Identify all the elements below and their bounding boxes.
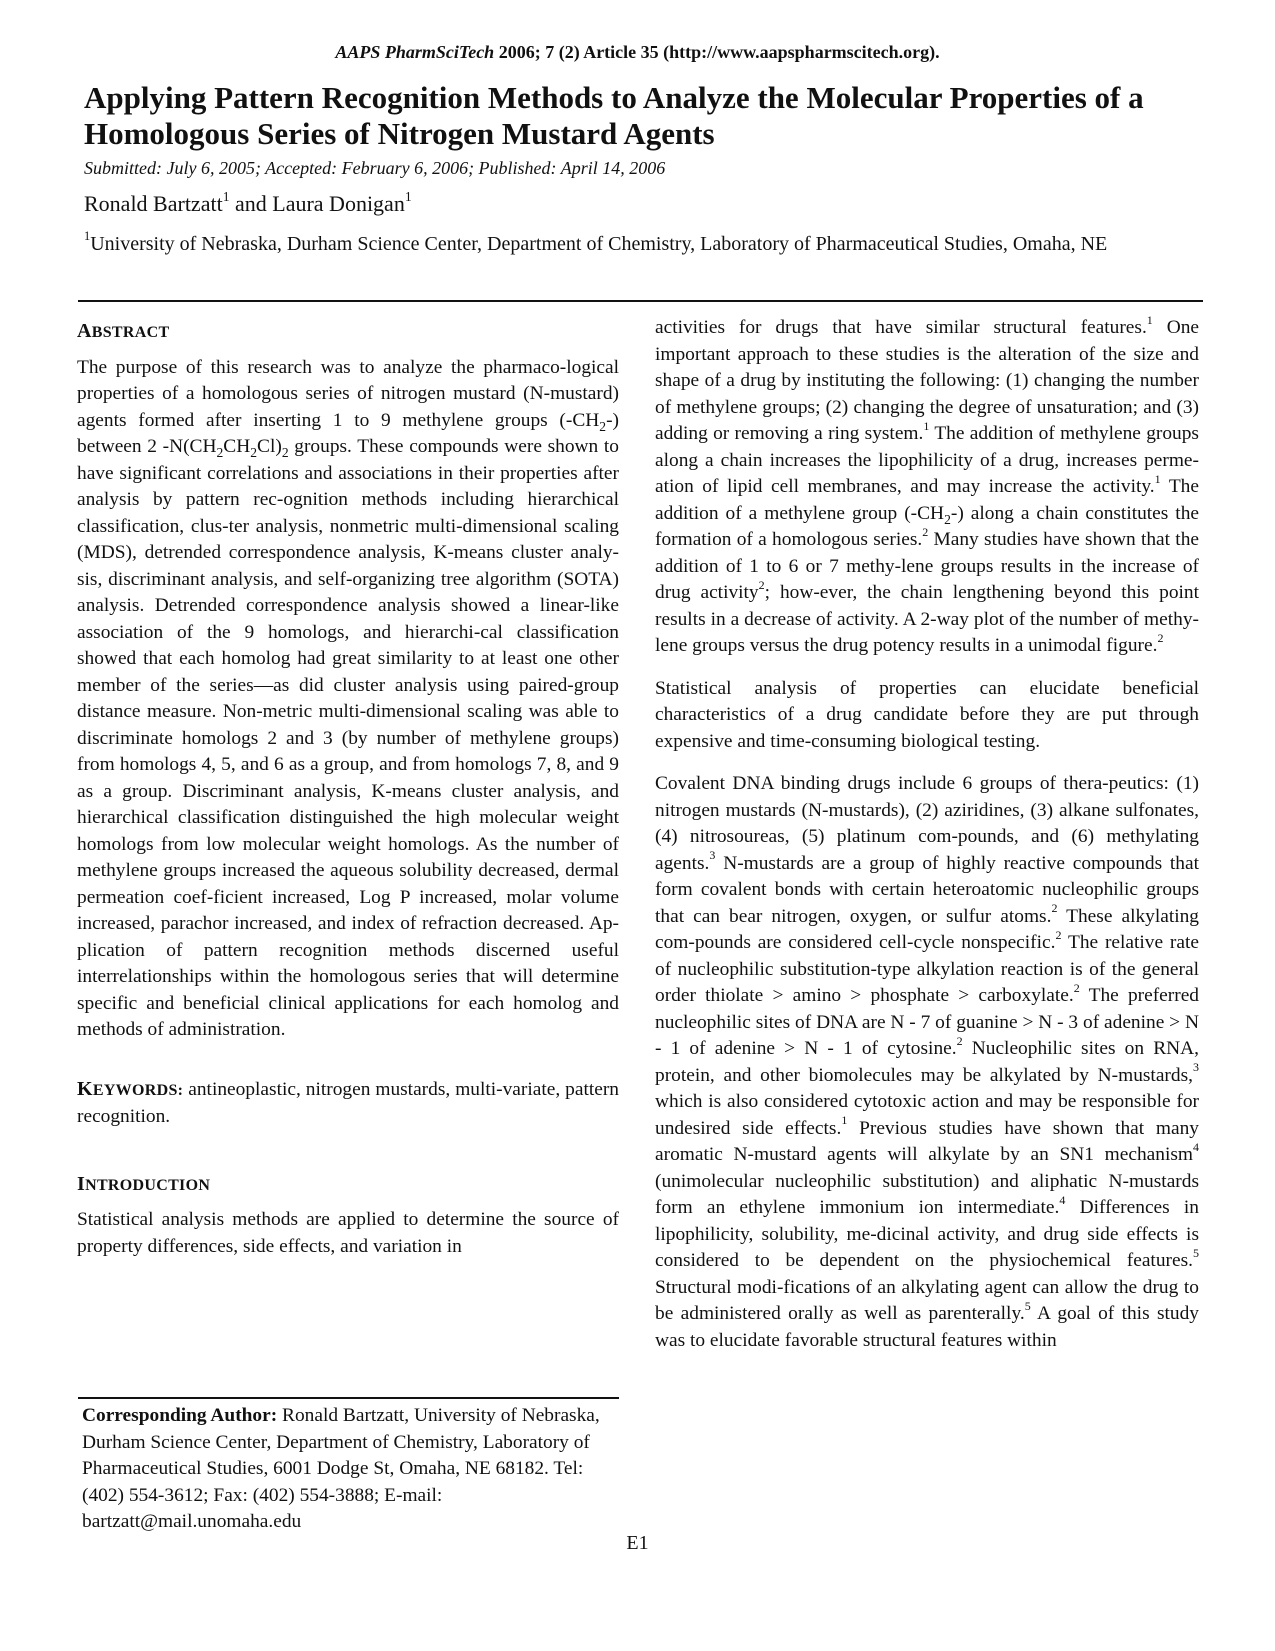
footnote-divider — [78, 1397, 619, 1399]
body-paragraph: activities for drugs that have similar structural features.$^1$ One important approach to these studies is the alteration of the size and shape of a drug by instituting the following: (1) changing the number of methylene groups; (2) changing the degree of unsaturation; and (3) adding or removing a ring system.$^1$ The addition of methylene groups along a chain increases the lipophilicity of a drug, increases perme-ation of lipid cell membranes, and may increase the activity.$^1$ The addition of a methylene group $(-CH_2-)$ along a chain constitutes the formation of a homologous series.$^2$ Many studies have shown that the addition of 1 to 6 or 7 methy-lene groups results in the increase of drug activity$^2$; how-ever, the chain lengthening beyond this point results in a decrease of activity. A 2-way plot of the number of methy-lene groups versus the drug potency results in a unimodal figure.$^2$ — [655, 312, 1199, 656]
abstract-text: The purpose of this research was to analyze the pharmaco-logical properties of a homologous series of nitrogen mustard (N-mustard) agents formed after inserting 1 to 9 methylene groups $(-CH_2-)$ between 2 $-N(CH_2CH_2Cl)_2$ groups. These compounds were shown to have significant correlations and associations in their properties after analysis by pattern rec-ognition methods including hierarchical classification, clus-ter analysis, nonmetric multi-dimensional scaling (MDS), detrended correspondence analysis, K-means cluster analy-sis, discriminant analysis, and self-organizing tree algorithm (SOTA) analysis. Detrended correspondence analysis showed a linear-like association of the 9 homologs, and hierarchi-cal classification showed that each homolog had great similarity to at least one other member of the series—as did cluster analysis using paired-group distance measure. Non-metric multi-dimensional scaling was able to discriminate homologs 2 and 3 (by number of methylene groups) from homologs 4, 5, and 6 as a group, and from homologs 7, 8, and 9 as a group. Discriminant analysis, K-means cluster analysis, and hierarchical classification distinguished the high molecular weight homologs from low molecular weight homologs. As the number of methylene groups increased the aqueous solubility decreased, dermal permeation coef-ficient increased, Log P increased, molar volume increased, parachor increased, and index of refraction decreased. Ap-plication of pattern recognition methods discerned useful interrelationships within the homologous series that will determine specific and beneficial clinical applications for each homolog and methods of administration. — [77, 356, 619, 1040]
author-conjunction: and — [235, 191, 267, 216]
affiliation — [84, 231, 1204, 257]
keywords — [77, 1076, 619, 1131]
corresponding-author-note — [82, 1403, 622, 1536]
journal-header — [0, 42, 1275, 63]
affiliation-text: University of Nebraska, Durham Science Center, Department of Chemistry, Laboratory of Pharmaceutical Studies, Omaha, NE — [90, 233, 1108, 255]
body-paragraph: Covalent DNA binding drugs include 6 groups of thera-peutics: (1) nitrogen mustards (N-mustards), (2) aziridines, (3) alkane sulfonates, (4) nitrosoureas, (5) platinum com-pounds, and (6) methylating agents.$^3$ N-mustards are a group of highly reactive compounds that form covalent bonds with certain heteroatomic nucleophilic groups that can bear nitrogen, oxygen, or sulfur atoms.$^2$ These alkylating com-pounds are considered cell-cycle nonspecific.$^2$ The relative rate of nucleophilic substitution-type alkylation reaction is of the general order thiolate > amino > phosphate > carboxylate.$^2$ The preferred nucleophilic sites of DNA are N - 7 of guanine > N - 3 of adenine > N - 1 of adenine > N - 1 of cytosine.$^2$ Nucleophilic sites on RNA, protein, and other biomolecules may be alkylated by N-mustards,$^3$ which is also considered cytotoxic action and may be responsible for undesired side effects.$^1$ Previous studies have shown that many aromatic N-mustard agents will alkylate by an SN1 mechanism$^4$ (unimolecular nucleophilic substitution) and aliphatic N-mustards form an ethylene immonium ion intermediate.$^4$ Differences in lipophilicity, solubility, me-dicinal activity, and drug side effects is considered to be dependent on the physiochemical features.$^5$ Structural modi-fications of an alkylating agent can allow the drug to be administered orally as well as parenterally.$^5$ A goal of this study was to elucidate favorable structural features within — [655, 773, 1200, 1351]
journal-citation: 2006; 7 (2) Article 35 (http://www.aapspharmscitech.org). — [498, 42, 940, 62]
header-divider — [78, 300, 1203, 302]
introduction-text: Statistical analysis methods are applied to determine the source of property differences, side effects, and variation in — [77, 1209, 619, 1257]
author-name: Ronald Bartzatt — [84, 191, 223, 216]
corresponding-author-label: Corresponding Author: — [82, 1405, 278, 1426]
article-title: Applying Pattern Recognition Methods to Analyze the Molecular Properties of a Homologous Series of Nitrogen Mustard Agents — [84, 80, 1144, 151]
author-affil-mark: 1 — [404, 188, 412, 204]
keywords-heading: KEYWORDS: — [77, 1077, 184, 1100]
affiliation-mark: 1 — [84, 229, 91, 244]
corresponding-author-text: Ronald Bartzatt, University of Nebraska, Durham Science Center, Department of Chemistry, Laboratory of Pharmaceutical Studies, 6001 Dodge St, Omaha, NE 68182. Tel: (402) 554-3612; Fax: (402) 554-3888; E-mail: bartzatt@mail.unomaha.edu — [82, 1405, 600, 1532]
author-list — [84, 188, 412, 217]
page-number: E1 — [626, 1532, 649, 1554]
abstract-heading: ABSTRACT — [77, 320, 170, 342]
author-name: Laura Donigan — [272, 191, 405, 216]
body-paragraph: Statistical analysis of properties can elucidate beneficial characteristics of a drug candidate before they are put through expensive and time-consuming biological testing. — [655, 677, 1199, 752]
author-affil-mark: 1 — [222, 188, 230, 204]
publication-dates: Submitted: July 6, 2005; Accepted: February 6, 2006; Published: April 14, 2006 — [84, 158, 666, 178]
right-column — [655, 312, 1200, 1354]
journal-name: AAPS PharmSciTech — [335, 42, 495, 62]
keywords-text: antineoplastic, nitrogen mustards, multi-variate, pattern recognition. — [77, 1078, 619, 1127]
left-column — [77, 318, 619, 1260]
introduction-heading: INTRODUCTION — [77, 1172, 211, 1195]
